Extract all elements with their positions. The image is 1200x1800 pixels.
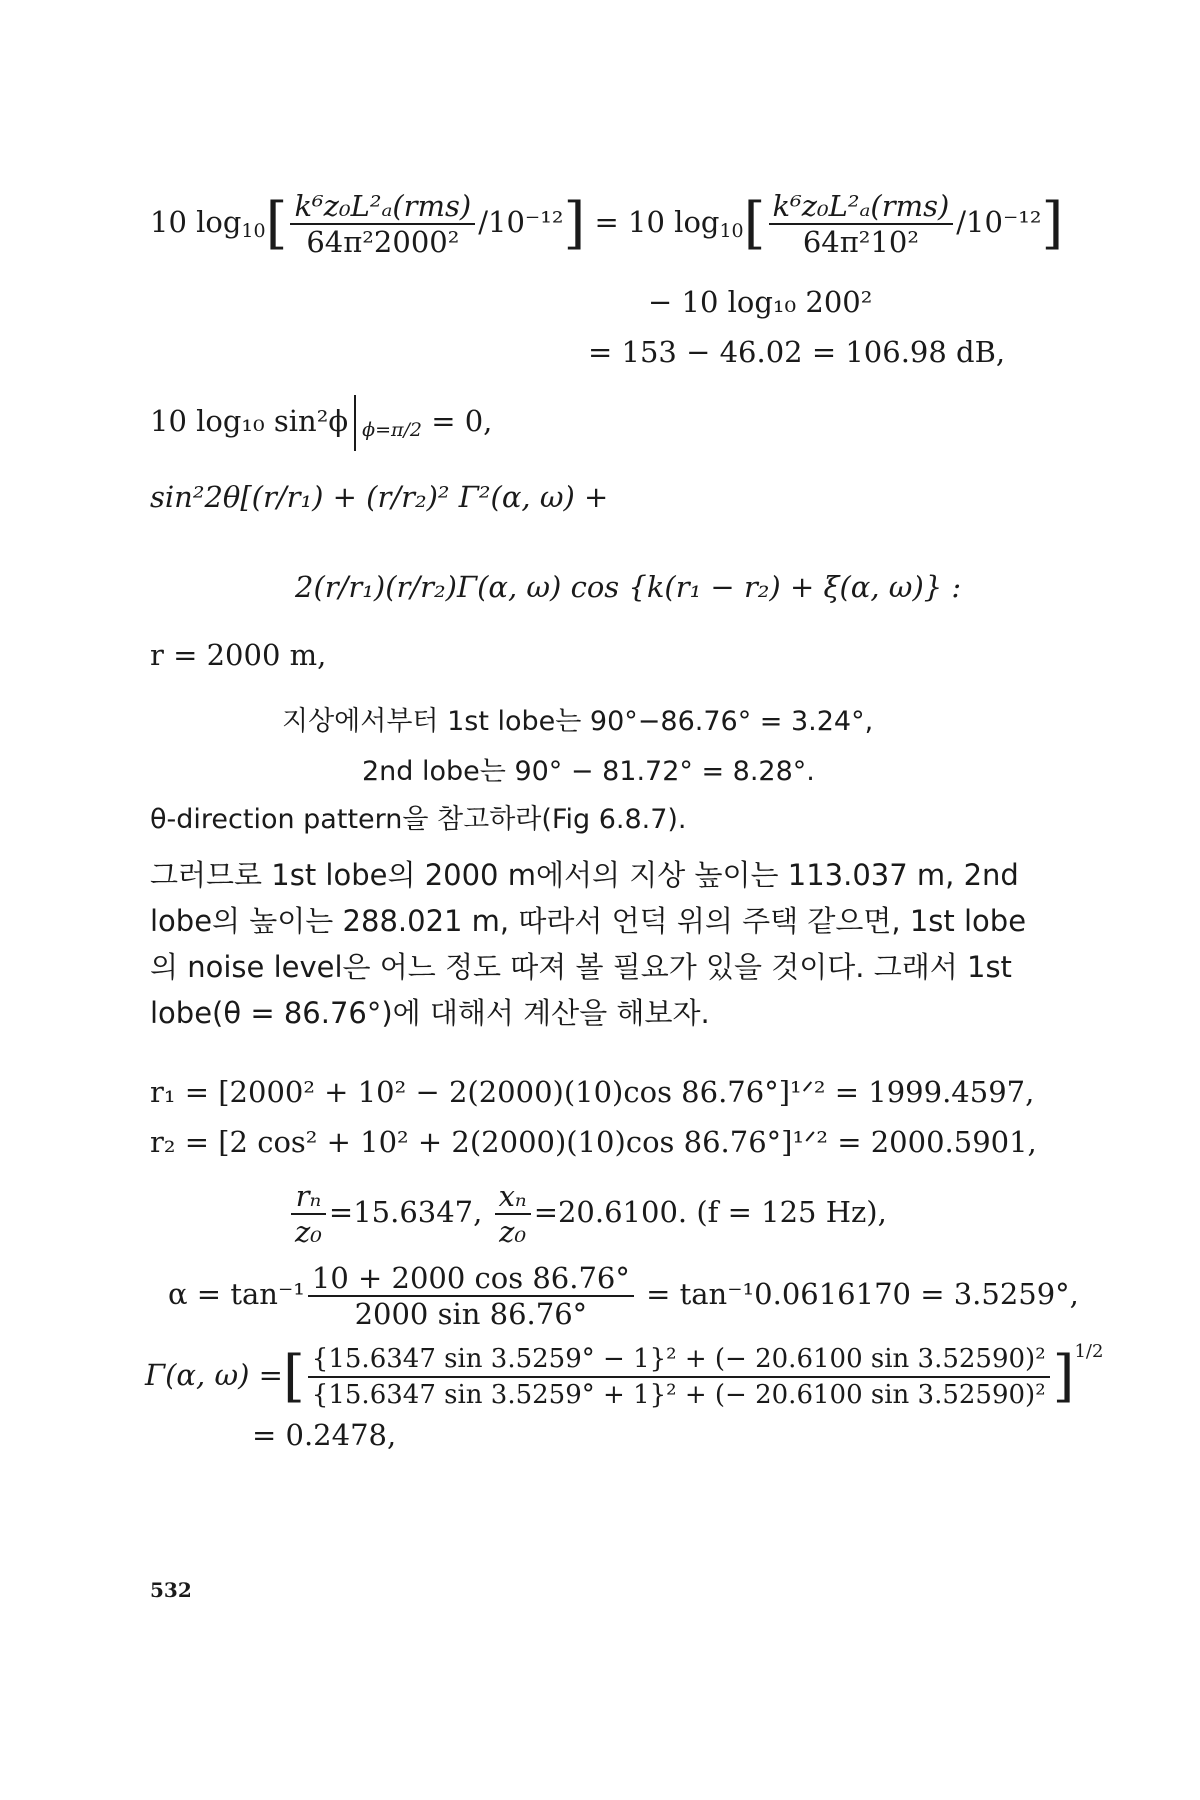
sin-phi-term: 10 log₁₀ sin²ϕ [150,404,349,438]
rn-denominator: z₀ [295,1215,322,1249]
log-base: 10 [241,220,266,242]
right-bracket: ] [1041,191,1064,256]
body-paragraph: 그러므로 1st lobe의 2000 m에서의 지상 높이는 113.037 m, 2nd lobe의 높이는 288.021 m, 따라서 언덕 위의 주택 같으면, 1st lobe의 noise level은 어느 정도 따져 볼 필요가 있을 것이다. 그래서 1st lobe(θ = 86.76°)에 대해서 계산을 해보자. [150,858,1027,1030]
xn-value: =20.6100. (f = 125 Hz), [533,1195,887,1229]
equation-2-result: = 0, [431,404,493,438]
equation-7 [168,1262,1079,1330]
rn-numerator: rₙ [291,1180,326,1215]
lhs-log: 10 log [150,205,242,239]
log-base: 10 [719,220,744,242]
right-bracket: ] [563,191,586,256]
gamma-numerator: {15.6347 sin 3.5259° − 1}² + (− 20.6100 sin 3.52590)² [308,1343,1050,1378]
equation-2 [150,395,492,451]
equation-1-line-3: = 153 − 46.02 = 106.98 dB, [588,335,1006,369]
equation-r2: r₂ = [2 cos² + 10² + 2(2000)(10)cos 86.76°]¹ᐟ² = 2000.5901, [150,1125,1037,1159]
rn-fraction [291,1180,326,1248]
xn-numerator: xₙ [495,1180,531,1215]
lhs-numerator: k⁶z₀L²ₐ(rms) [290,190,475,225]
equation-3-line-2: 2(r/r₁)(r/r₂)Γ(α, ω) cos {k(r₁ − r₂) + ξ(α, ω)} : [295,570,962,604]
rhs-denominator: 64π²10² [802,225,919,259]
rn-value: =15.6347, [328,1195,483,1229]
alpha-numerator: 10 + 2000 cos 86.76° [308,1262,634,1297]
alpha-fraction [308,1262,634,1330]
left-bracket: [ [265,191,288,256]
equation-8-result: = 0.2478, [252,1418,397,1452]
rhs-fraction [769,190,954,258]
equation-r1: r₁ = [2000² + 10² − 2(2000)(10)cos 86.76°]¹ᐟ² = 1999.4597, [150,1075,1035,1109]
gamma-denominator: {15.6347 sin 3.5259° + 1}² + (− 20.6100 sin 3.52590)² [311,1380,1046,1410]
rhs-log: = 10 log [594,205,720,239]
lhs-tail: /10⁻¹² [478,205,564,239]
right-bracket: ] [1052,1344,1075,1409]
gamma-lhs: Γ(α, ω) = [145,1358,283,1392]
lobes-line-2: 2nd lobe는 90° − 81.72° = 8.28°. [362,756,815,787]
alpha-lhs: α = tan⁻¹ [168,1277,305,1311]
evaluation-bar [354,395,356,451]
equation-1-line-1 [150,190,1063,258]
xn-fraction [495,1180,531,1248]
gamma-exponent: 1/2 [1074,1341,1104,1362]
rhs-tail: /10⁻¹² [956,205,1042,239]
evaluation-condition: ϕ=π/2 [362,419,422,441]
equation-6 [288,1180,887,1248]
lhs-fraction [290,190,475,258]
left-bracket: [ [743,191,766,256]
rhs-numerator: k⁶z₀L²ₐ(rms) [769,190,954,225]
xn-denominator: z₀ [499,1215,527,1249]
lobes-line-3: θ-direction pattern을 참고하라(Fig 6.8.7). [150,804,687,835]
page-number: 532 [150,1578,192,1602]
lobes-line-1: 지상에서부터 1st lobe는 90°−86.76° = 3.24°, [282,706,874,737]
alpha-rhs: = tan⁻¹0.0616170 = 3.5259°, [646,1277,1079,1311]
lhs-denominator: 64π²2000² [306,225,460,259]
alpha-denominator: 2000 sin 86.76° [354,1297,588,1331]
equation-3-line-1: sin²2θ[(r/r₁) + (r/r₂)² Γ²(α, ω) + [150,480,609,514]
left-bracket: [ [282,1344,305,1409]
equation-8 [145,1335,1103,1411]
equation-4: r = 2000 m, [150,638,327,672]
equation-1-line-2: − 10 log₁₀ 200² [648,285,873,319]
gamma-fraction [308,1343,1050,1411]
